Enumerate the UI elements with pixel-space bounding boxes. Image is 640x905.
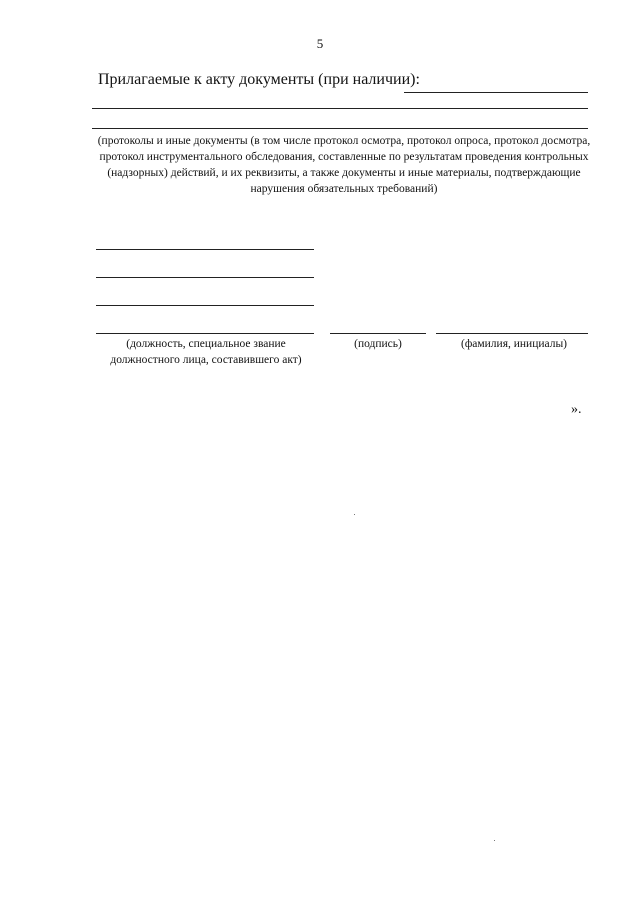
attachments-heading: Прилагаемые к акту документы (при наличии): <box>98 71 420 88</box>
name-caption: (фамилия, инициалы) <box>460 338 568 350</box>
attachments-blank-line-2 <box>92 108 588 109</box>
position-blank-line-2 <box>96 277 314 278</box>
name-blank-line <box>436 333 588 334</box>
position-blank-line-4 <box>96 333 314 334</box>
position-caption: (должность, специальное звание должностного лица, составившего акт) <box>110 338 302 366</box>
attachments-blank-line-3 <box>92 128 588 129</box>
signature-blank-line <box>330 333 426 334</box>
page-number: 5 <box>316 36 324 51</box>
scan-speck <box>354 514 355 515</box>
attachments-blank-line-1 <box>404 92 588 93</box>
attachments-caption: (протоколы и иные документы (в том числе протокол осмотра, протокол опроса, протокол досмотра, протокол инструментального обследования, составленные по результатам проведения контрольных (надзорных) действий, и их реквизиты, а также документы и иные материалы, подтверждающие нарушения обязательных требований) <box>97 135 591 195</box>
signature-caption: (подпись) <box>354 338 402 350</box>
closing-quote-mark: ». <box>571 402 582 417</box>
position-blank-line-1 <box>96 249 314 250</box>
scan-speck <box>494 840 495 841</box>
position-blank-line-3 <box>96 305 314 306</box>
